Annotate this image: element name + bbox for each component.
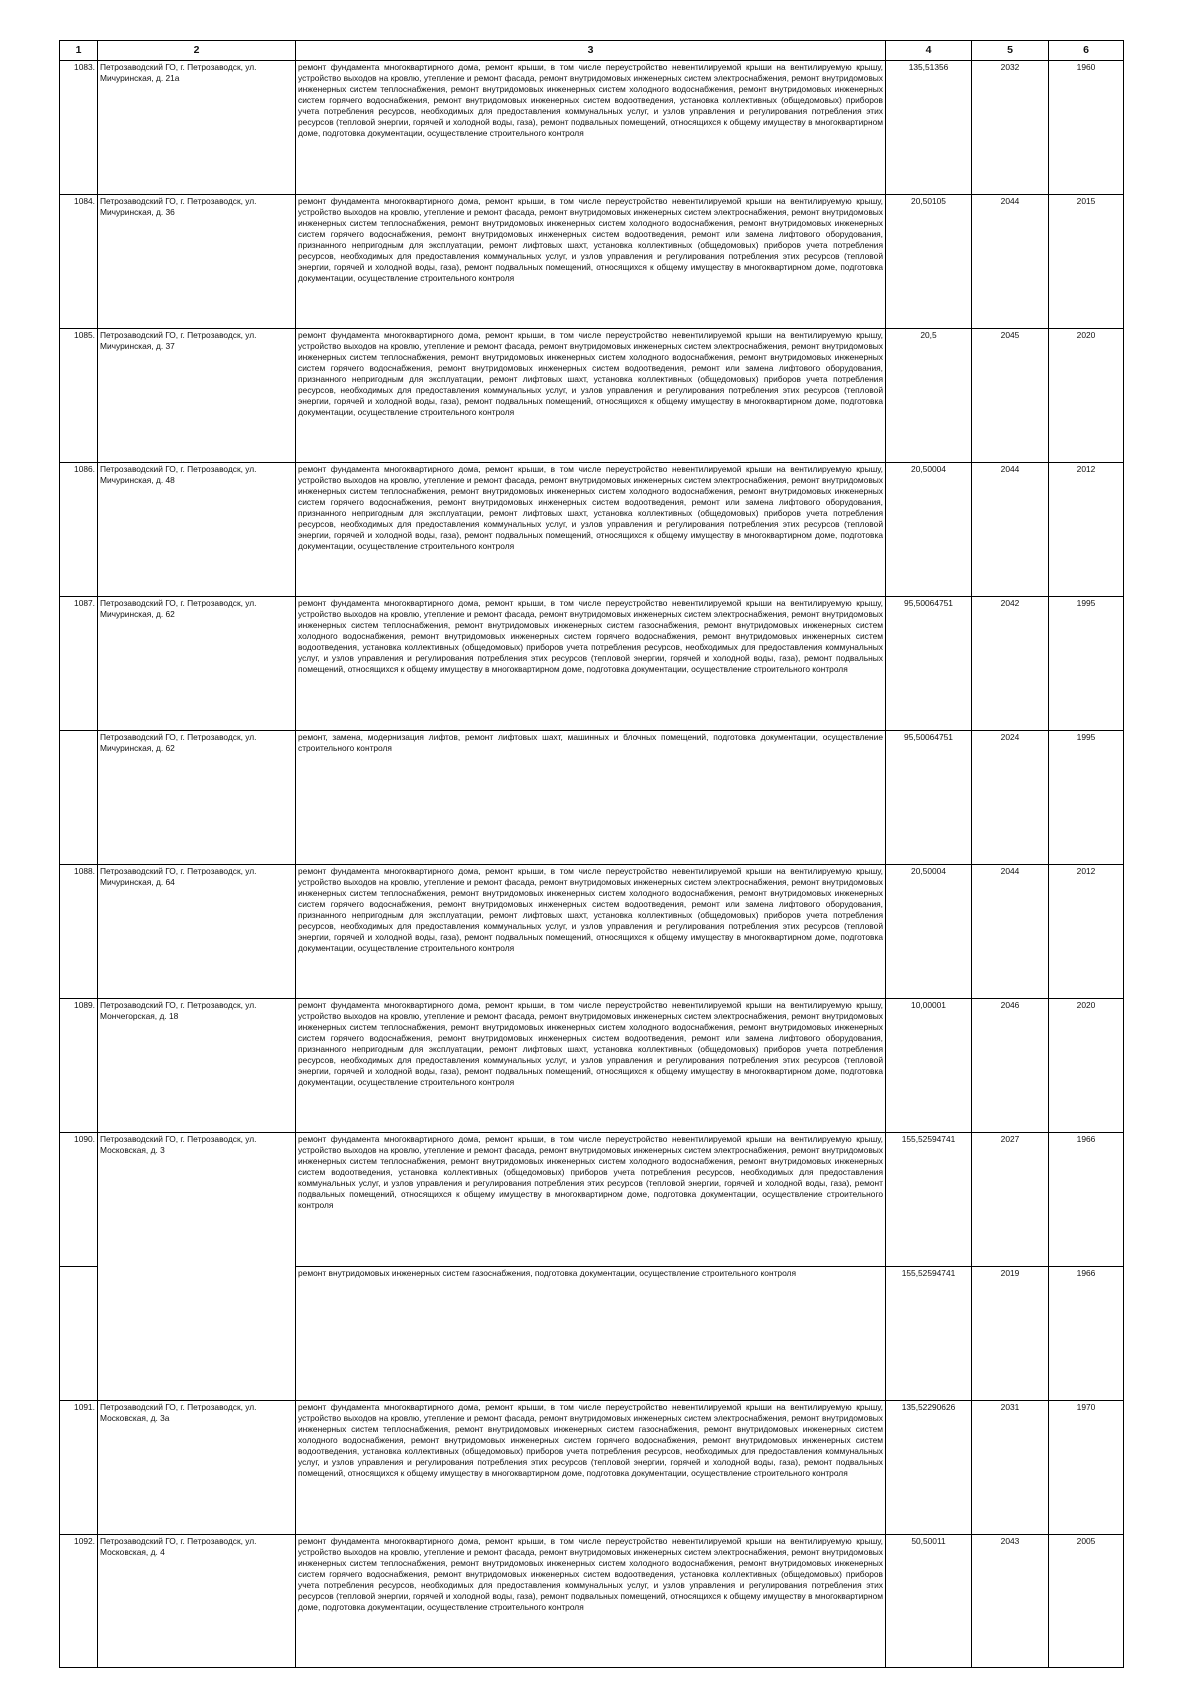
table-row xyxy=(60,61,1124,195)
works-cell: ремонт фундамента многоквартирного дома, ремонт крыши, в том числе переустройство невентилируемой крыши на вентилируемую крышу, устройство выходов на кровлю, утепление и ремонт фасада, ремонт внутридомовых инженерных систем электроснабжения, ремонт внутридомовых инженерных систем теплоснабжения, ремонт внутридомовых инженерных систем холодного водоснабжения, ремонт внутридомовых инженерных систем горячего водоснабжения, ремонт внутридомовых инженерных систем водоотведения, установка коллективных (общедомовых) приборов учета потребления ресурсов, необходимых для предоставления коммунальных услуг, и узлов управления и регулирования потребления этих ресурсов (тепловой энергии, горячей и холодной воды, газа), ремонт подвальных помещений, относящихся к общему имуществу в многоквартирном доме, подготовка документации, осуществление строительного контроля xyxy=(296,1535,886,1668)
table-row xyxy=(60,329,1124,463)
year-cell: 2024 xyxy=(972,731,1049,865)
address-cell: Петрозаводский ГО, г. Петрозаводск, ул. Мичуринская, д. 36 xyxy=(98,195,296,329)
value-cell: 20,5 xyxy=(886,329,972,463)
built-year-cell: 1995 xyxy=(1049,731,1124,865)
value-cell: 155,52594741 xyxy=(886,1133,972,1267)
column-header: 2 xyxy=(98,41,296,61)
address-cell: Петрозаводский ГО, г. Петрозаводск, ул. Московская, д. 3 xyxy=(98,1133,296,1401)
built-year-cell: 1995 xyxy=(1049,597,1124,731)
works-cell: ремонт внутридомовых инженерных систем газоснабжения, подготовка документации, осуществление строительного контроля xyxy=(296,1267,886,1401)
works-cell: ремонт фундамента многоквартирного дома, ремонт крыши, в том числе переустройство невентилируемой крыши на вентилируемую крышу, устройство выходов на кровлю, утепление и ремонт фасада, ремонт внутридомовых инженерных систем электроснабжения, ремонт внутридомовых инженерных систем теплоснабжения, ремонт внутридомовых инженерных систем газоснабжения, ремонт внутридомовых инженерных систем холодного водоснабжения, ремонт внутридомовых инженерных систем горячего водоснабжения, ремонт внутридомовых инженерных систем водоотведения, установка коллективных (общедомовых) приборов учета потребления ресурсов, необходимых для предоставления коммунальных услуг, и узлов управления и регулирования потребления этих ресурсов (тепловой энергии, горячей и холодной воды, газа), ремонт подвальных помещений, относящихся к общему имуществу в многоквартирном доме, подготовка документации, осуществление строительного контроля xyxy=(296,597,886,731)
address-cell: Петрозаводский ГО, г. Петрозаводск, ул. Московская, д. 4 xyxy=(98,1535,296,1668)
year-cell: 2044 xyxy=(972,463,1049,597)
works-cell: ремонт фундамента многоквартирного дома, ремонт крыши, в том числе переустройство невентилируемой крыши на вентилируемую крышу, устройство выходов на кровлю, утепление и ремонт фасада, ремонт внутридомовых инженерных систем электроснабжения, ремонт внутридомовых инженерных систем теплоснабжения, ремонт внутридомовых инженерных систем холодного водоснабжения, ремонт внутридомовых инженерных систем водоотведения, установка коллективных (общедомовых) приборов учета потребления ресурсов, необходимых для предоставления коммунальных услуг, и узлов управления и регулирования потребления этих ресурсов (тепловой энергии, горячей и холодной воды, газа), ремонт подвальных помещений, относящихся к общему имуществу в многоквартирном доме, подготовка документации, осуществление строительного контроля xyxy=(296,1133,886,1267)
works-cell: ремонт, замена, модернизация лифтов, ремонт лифтовых шахт, машинных и блочных помещений, подготовка документации, осуществление строительного контроля xyxy=(296,731,886,865)
value-cell: 50,50011 xyxy=(886,1535,972,1668)
table-row xyxy=(60,1401,1124,1535)
year-cell: 2044 xyxy=(972,865,1049,999)
value-cell: 135,51356 xyxy=(886,61,972,195)
table-row xyxy=(60,999,1124,1133)
works-cell: ремонт фундамента многоквартирного дома, ремонт крыши, в том числе переустройство невентилируемой крыши на вентилируемую крышу, устройство выходов на кровлю, утепление и ремонт фасада, ремонт внутридомовых инженерных систем электроснабжения, ремонт внутридомовых инженерных систем теплоснабжения, ремонт внутридомовых инженерных систем газоснабжения, ремонт внутридомовых инженерных систем холодного водоснабжения, ремонт внутридомовых инженерных систем горячего водоснабжения, ремонт внутридомовых инженерных систем водоотведения, установка коллективных (общедомовых) приборов учета потребления ресурсов, необходимых для предоставления коммунальных услуг, и узлов управления и регулирования потребления этих ресурсов (тепловой энергии, горячей и холодной воды, газа), ремонт подвальных помещений, относящихся к общему имуществу в многоквартирном доме, подготовка документации, осуществление строительного контроля xyxy=(296,1401,886,1535)
value-cell: 20,50004 xyxy=(886,865,972,999)
value-cell: 95,50064751 xyxy=(886,597,972,731)
address-cell: Петрозаводский ГО, г. Петрозаводск, ул. Московская, д. 3а xyxy=(98,1401,296,1535)
built-year-cell: 2015 xyxy=(1049,195,1124,329)
table-row xyxy=(60,865,1124,999)
works-cell: ремонт фундамента многоквартирного дома, ремонт крыши, в том числе переустройство невентилируемой крыши на вентилируемую крышу, устройство выходов на кровлю, утепление и ремонт фасада, ремонт внутридомовых инженерных систем электроснабжения, ремонт внутридомовых инженерных систем теплоснабжения, ремонт внутридомовых инженерных систем холодного водоснабжения, ремонт внутридомовых инженерных систем горячего водоснабжения, ремонт внутридомовых инженерных систем водоотведения, ремонт или замена лифтового оборудования, признанного непригодным для эксплуатации, ремонт лифтовых шахт, установка коллективных (общедомовых) приборов учета потребления ресурсов, необходимых для предоставления коммунальных услуг, и узлов управления и регулирования потребления этих ресурсов (тепловой энергии, горячей и холодной воды, газа), ремонт подвальных помещений, относящихся к общему имуществу в многоквартирном доме, подготовка документации, осуществление строительного контроля xyxy=(296,865,886,999)
value-cell: 155,52594741 xyxy=(886,1267,972,1401)
works-cell: ремонт фундамента многоквартирного дома, ремонт крыши, в том числе переустройство невентилируемой крыши на вентилируемую крышу, устройство выходов на кровлю, утепление и ремонт фасада, ремонт внутридомовых инженерных систем электроснабжения, ремонт внутридомовых инженерных систем теплоснабжения, ремонт внутридомовых инженерных систем холодного водоснабжения, ремонт внутридомовых инженерных систем горячего водоснабжения, ремонт внутридомовых инженерных систем водоотведения, установка коллективных (общедомовых) приборов учета потребления ресурсов, необходимых для предоставления коммунальных услуг, и узлов управления и регулирования потребления этих ресурсов (тепловой энергии, горячей и холодной воды, газа), ремонт подвальных помещений, относящихся к общему имуществу в многоквартирном доме, подготовка документации, осуществление строительного контроля xyxy=(296,61,886,195)
built-year-cell: 2012 xyxy=(1049,865,1124,999)
year-cell: 2031 xyxy=(972,1401,1049,1535)
built-year-cell: 1966 xyxy=(1049,1267,1124,1401)
value-cell: 20,50004 xyxy=(886,463,972,597)
value-cell: 20,50105 xyxy=(886,195,972,329)
year-cell: 2027 xyxy=(972,1133,1049,1267)
address-cell: Петрозаводский ГО, г. Петрозаводск, ул. Мичуринская, д. 62 xyxy=(98,731,296,865)
row-number xyxy=(60,1267,98,1401)
row-number: 1089. xyxy=(60,999,98,1133)
column-header: 6 xyxy=(1049,41,1124,61)
address-cell: Петрозаводский ГО, г. Петрозаводск, ул. Мичуринская, д. 64 xyxy=(98,865,296,999)
row-number: 1083. xyxy=(60,61,98,195)
year-cell: 2045 xyxy=(972,329,1049,463)
address-cell: Петрозаводский ГО, г. Петрозаводск, ул. Мичуринская, д. 37 xyxy=(98,329,296,463)
table-row xyxy=(60,195,1124,329)
works-cell: ремонт фундамента многоквартирного дома, ремонт крыши, в том числе переустройство невентилируемой крыши на вентилируемую крышу, устройство выходов на кровлю, утепление и ремонт фасада, ремонт внутридомовых инженерных систем электроснабжения, ремонт внутридомовых инженерных систем теплоснабжения, ремонт внутридомовых инженерных систем холодного водоснабжения, ремонт внутридомовых инженерных систем горячего водоснабжения, ремонт внутридомовых инженерных систем водоотведения, ремонт или замена лифтового оборудования, признанного непригодным для эксплуатации, ремонт лифтовых шахт, установка коллективных (общедомовых) приборов учета потребления ресурсов, необходимых для предоставления коммунальных услуг, и узлов управления и регулирования потребления этих ресурсов (тепловой энергии, горячей и холодной воды, газа), ремонт подвальных помещений, относящихся к общему имуществу в многоквартирном доме, подготовка документации, осуществление строительного контроля xyxy=(296,195,886,329)
column-header: 3 xyxy=(296,41,886,61)
year-cell: 2019 xyxy=(972,1267,1049,1401)
year-cell: 2046 xyxy=(972,999,1049,1133)
table-row xyxy=(60,731,1124,865)
row-number: 1087. xyxy=(60,597,98,731)
row-number xyxy=(60,731,98,865)
repair-program-table xyxy=(59,40,1124,1668)
table-row xyxy=(60,1133,1124,1267)
value-cell: 95,50064751 xyxy=(886,731,972,865)
works-cell: ремонт фундамента многоквартирного дома, ремонт крыши, в том числе переустройство невентилируемой крыши на вентилируемую крышу, устройство выходов на кровлю, утепление и ремонт фасада, ремонт внутридомовых инженерных систем электроснабжения, ремонт внутридомовых инженерных систем теплоснабжения, ремонт внутридомовых инженерных систем холодного водоснабжения, ремонт внутридомовых инженерных систем горячего водоснабжения, ремонт внутридомовых инженерных систем водоотведения, ремонт или замена лифтового оборудования, признанного непригодным для эксплуатации, ремонт лифтовых шахт, установка коллективных (общедомовых) приборов учета потребления ресурсов, необходимых для предоставления коммунальных услуг, и узлов управления и регулирования потребления этих ресурсов (тепловой энергии, горячей и холодной воды, газа), ремонт подвальных помещений, относящихся к общему имуществу в многоквартирном доме, подготовка документации, осуществление строительного контроля xyxy=(296,999,886,1133)
built-year-cell: 2020 xyxy=(1049,329,1124,463)
year-cell: 2032 xyxy=(972,61,1049,195)
works-cell: ремонт фундамента многоквартирного дома, ремонт крыши, в том числе переустройство невентилируемой крыши на вентилируемую крышу, устройство выходов на кровлю, утепление и ремонт фасада, ремонт внутридомовых инженерных систем электроснабжения, ремонт внутридомовых инженерных систем теплоснабжения, ремонт внутридомовых инженерных систем холодного водоснабжения, ремонт внутридомовых инженерных систем горячего водоснабжения, ремонт внутридомовых инженерных систем водоотведения, ремонт или замена лифтового оборудования, признанного непригодным для эксплуатации, ремонт лифтовых шахт, установка коллективных (общедомовых) приборов учета потребления ресурсов, необходимых для предоставления коммунальных услуг, и узлов управления и регулирования потребления этих ресурсов (тепловой энергии, горячей и холодной воды, газа), ремонт подвальных помещений, относящихся к общему имуществу в многоквартирном доме, подготовка документации, осуществление строительного контроля xyxy=(296,463,886,597)
built-year-cell: 2005 xyxy=(1049,1535,1124,1668)
works-cell: ремонт фундамента многоквартирного дома, ремонт крыши, в том числе переустройство невентилируемой крыши на вентилируемую крышу, устройство выходов на кровлю, утепление и ремонт фасада, ремонт внутридомовых инженерных систем электроснабжения, ремонт внутридомовых инженерных систем теплоснабжения, ремонт внутридомовых инженерных систем холодного водоснабжения, ремонт внутридомовых инженерных систем горячего водоснабжения, ремонт внутридомовых инженерных систем водоотведения, ремонт или замена лифтового оборудования, признанного непригодным для эксплуатации, ремонт лифтовых шахт, установка коллективных (общедомовых) приборов учета потребления ресурсов, необходимых для предоставления коммунальных услуг, и узлов управления и регулирования потребления этих ресурсов (тепловой энергии, горячей и холодной воды, газа), ремонт подвальных помещений, относящихся к общему имуществу в многоквартирном доме, подготовка документации, осуществление строительного контроля xyxy=(296,329,886,463)
column-header: 4 xyxy=(886,41,972,61)
address-cell: Петрозаводский ГО, г. Петрозаводск, ул. Мичуринская, д. 48 xyxy=(98,463,296,597)
address-cell: Петрозаводский ГО, г. Петрозаводск, ул. Мончегорская, д. 18 xyxy=(98,999,296,1133)
built-year-cell: 2012 xyxy=(1049,463,1124,597)
header-row xyxy=(60,41,1124,61)
row-number: 1091. xyxy=(60,1401,98,1535)
built-year-cell: 1960 xyxy=(1049,61,1124,195)
row-number: 1088. xyxy=(60,865,98,999)
value-cell: 10,00001 xyxy=(886,999,972,1133)
column-header: 1 xyxy=(60,41,98,61)
column-header: 5 xyxy=(972,41,1049,61)
table-row xyxy=(60,463,1124,597)
year-cell: 2043 xyxy=(972,1535,1049,1668)
built-year-cell: 2020 xyxy=(1049,999,1124,1133)
row-number: 1086. xyxy=(60,463,98,597)
year-cell: 2044 xyxy=(972,195,1049,329)
address-cell: Петрозаводский ГО, г. Петрозаводск, ул. Мичуринская, д. 21а xyxy=(98,61,296,195)
row-number: 1092. xyxy=(60,1535,98,1668)
year-cell: 2042 xyxy=(972,597,1049,731)
document-page xyxy=(59,40,1123,1668)
built-year-cell: 1970 xyxy=(1049,1401,1124,1535)
value-cell: 135,52290626 xyxy=(886,1401,972,1535)
row-number: 1085. xyxy=(60,329,98,463)
row-number: 1090. xyxy=(60,1133,98,1267)
table-row xyxy=(60,597,1124,731)
table-row xyxy=(60,1535,1124,1668)
address-cell: Петрозаводский ГО, г. Петрозаводск, ул. Мичуринская, д. 62 xyxy=(98,597,296,731)
row-number: 1084. xyxy=(60,195,98,329)
built-year-cell: 1966 xyxy=(1049,1133,1124,1267)
